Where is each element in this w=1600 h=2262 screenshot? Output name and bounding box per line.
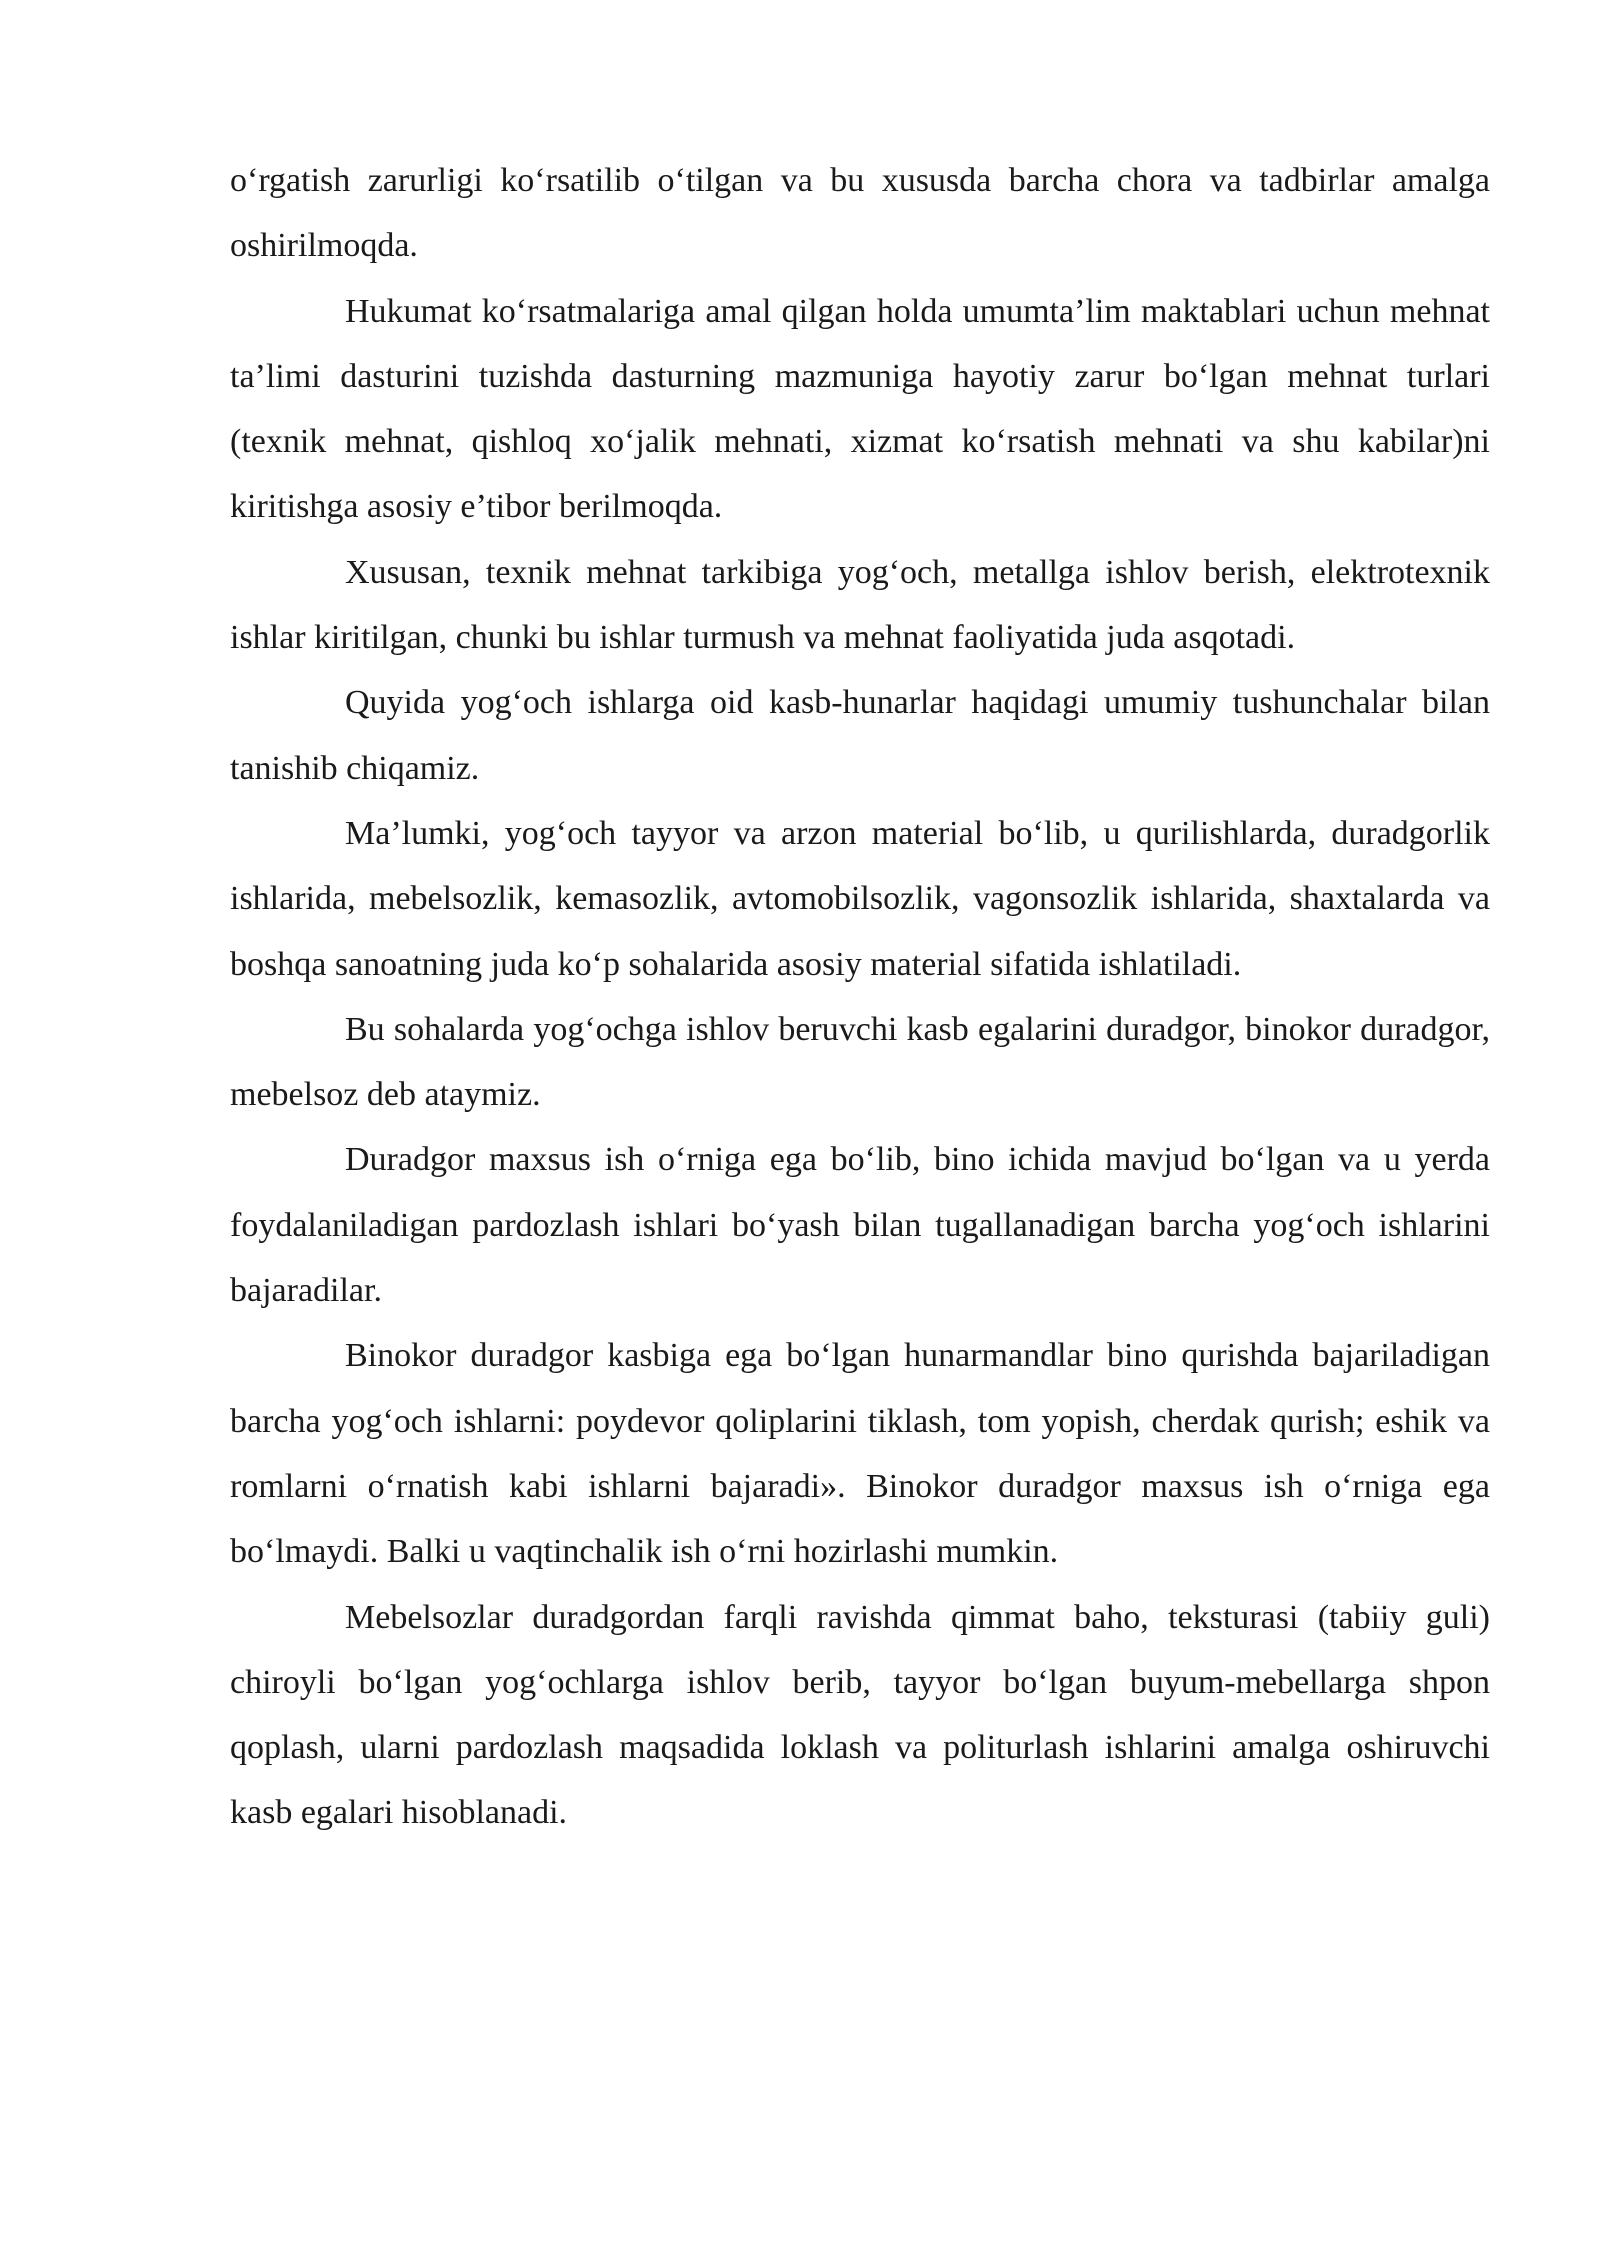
paragraph-7: Duradgor maxsus ish o‘rniga ega bo‘lib, bino ichida mavjud bo‘lgan va u yerda foydalaniladigan pardozlash ishlari bo‘yash bilan tugallanadigan barcha yog‘och ishlarini bajaradilar. bbox=[230, 1141, 1490, 1310]
paragraph-5: Ma’lumki, yog‘och tayyor va arzon material bo‘lib, u qurilishlarda, duradgorlik ishlarida, mebelsozlik, kemasozlik, avtomobilsozlik, vagonsozlik ishlarida, shaxtalarda va boshqa sanoatning juda ko‘p sohalarida asosiy material sifatida ishlatiladi. bbox=[230, 814, 1490, 983]
document-body bbox=[230, 148, 1490, 1846]
paragraph-4: Quyida yog‘och ishlarga oid kasb-hunarlar haqidagi umumiy tushunchalar bilan tanishib chiqamiz. bbox=[230, 684, 1490, 787]
paragraph-6: Bu sohalarda yog‘ochga ishlov beruvchi kasb egalarini duradgor, binokor duradgor, mebelsoz deb ataymiz. bbox=[230, 1010, 1490, 1114]
paragraph-2: Hukumat ko‘rsatmalariga amal qilgan holda umumta’lim maktablari uchun mehnat ta’limi dasturini tuzishda dasturning mazmuniga hayotiy zarur bo‘lgan mehnat turlari (texnik mehnat, qishloq xo‘jalik mehnati, xizmat ko‘rsatish mehnati va shu kabilar)ni kiritishga asosiy e’tibor berilmoqda. bbox=[230, 292, 1490, 526]
paragraph-3: Xususan, texnik mehnat tarkibiga yog‘och, metallga ishlov berish, elektrotexnik ishlar kiritilgan, chunki bu ishlar turmush va mehnat faoliyatida juda asqotadi. bbox=[230, 553, 1490, 657]
paragraph-8: Binokor duradgor kasbiga ega bo‘lgan hunarmandlar bino qurishda bajariladigan barcha yog‘och ishlarni: poydevor qoliplarini tiklash, tom yopish, cherdak qurish; eshik va romlarni o‘rnatish kabi ishlarni bajaradi». Binokor duradgor maxsus ish o‘rniga ega bo‘lmaydi. Balki u vaqtinchalik ish o‘rni hozirlashi mumkin. bbox=[230, 1337, 1490, 1571]
paragraph-1: o‘rgatish zarurligi ko‘rsatilib o‘tilgan va bu xususda barcha chora va tadbirlar amalga oshirilmoqda. bbox=[230, 162, 1490, 265]
paragraph-9: Mebelsozlar duradgordan farqli ravishda qimmat baho, teksturasi (tabiiy guli) chiroyli bo‘lgan yog‘ochlarga ishlov berib, tayyor bo‘lgan buyum-mebellarga shpon qoplash, ularni pardozlash maqsadida loklash va politurlash ishlarini amalga oshiruvchi kasb egalari hisoblanadi. bbox=[230, 1598, 1490, 1832]
